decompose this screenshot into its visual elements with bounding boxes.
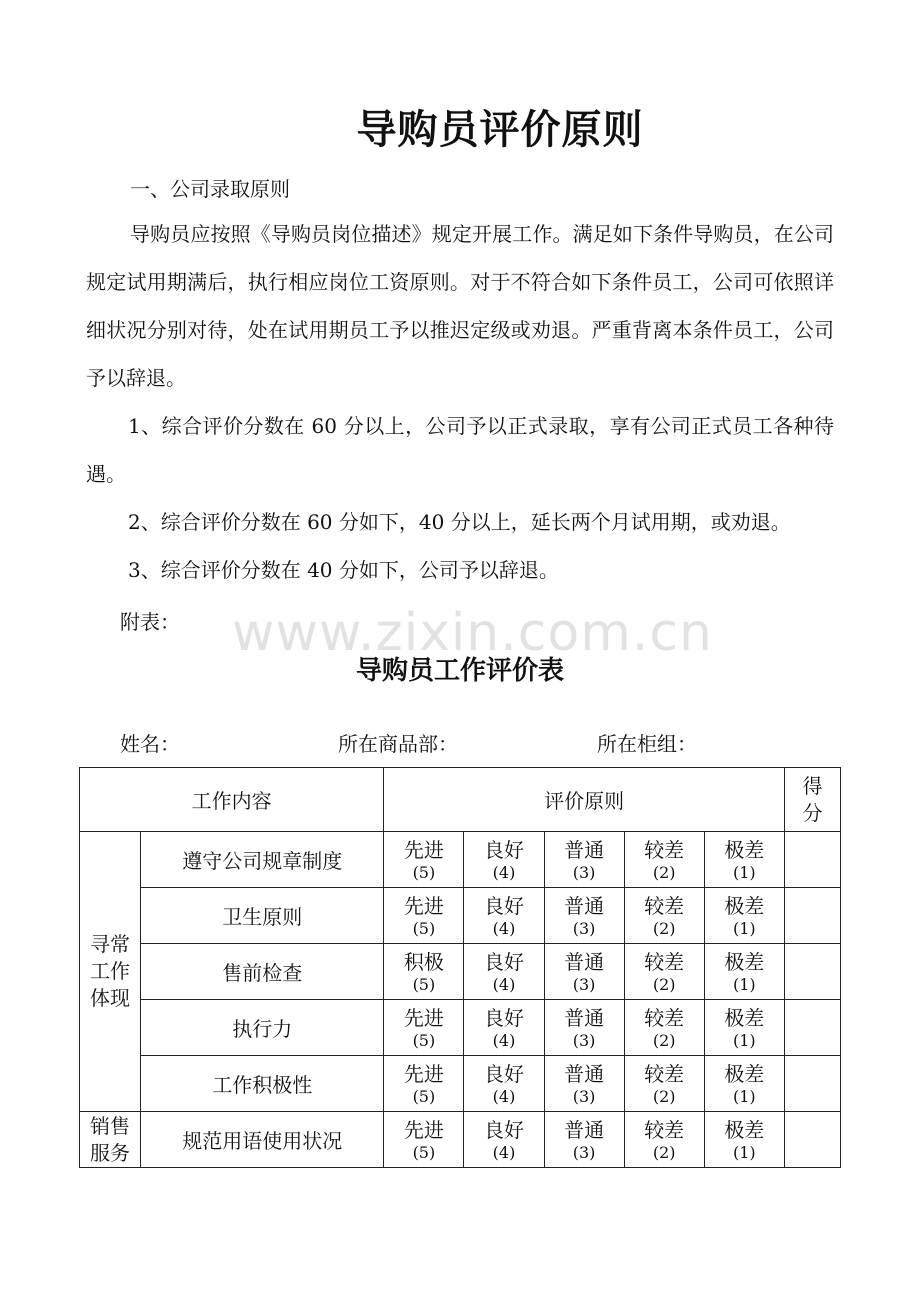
rating-cell: [704, 1000, 784, 1056]
rating-value: (4): [492, 974, 516, 994]
category-line: 寻常: [90, 932, 131, 956]
rating-label: 良好: [484, 893, 524, 918]
rating-label: 良好: [484, 1117, 524, 1142]
rating-label: 普通: [564, 1061, 605, 1086]
rating-label: 先进: [403, 837, 444, 862]
rating-cell: [464, 944, 544, 1000]
watermark: www.zixin.com.cn: [232, 603, 713, 663]
counter-label: 所在柜组：: [597, 732, 697, 756]
rating-value: (3): [572, 1030, 596, 1050]
rating-label: 良好: [484, 837, 524, 862]
rating-cell: [464, 1056, 544, 1112]
header-score-line2: 分: [802, 800, 823, 825]
rating-label: 较差: [644, 837, 685, 862]
score-cell[interactable]: [784, 944, 840, 1000]
document-title: 导购员评价原则: [356, 106, 644, 153]
rating-label: 先进: [403, 1061, 444, 1086]
rating-value: (5): [412, 862, 436, 882]
rating-cell: [464, 832, 544, 888]
rating-value: (5): [412, 918, 436, 938]
rating-value: (3): [572, 918, 596, 938]
rating-label: 先进: [403, 893, 444, 918]
rating-cell: [624, 1000, 704, 1056]
header-content: 工作内容: [80, 768, 384, 832]
criterion-1: 1、综合评价分数在 60 分以上，公司予以正式录取，享有公司正式员工各种待遇。: [86, 414, 834, 486]
category-line: 销售: [90, 1113, 131, 1138]
rating-cell: [464, 888, 544, 944]
rating-cell: [544, 832, 624, 888]
rating-label: 极差: [724, 949, 765, 974]
table-row: [80, 888, 841, 944]
rating-cell: [544, 1000, 624, 1056]
score-cell[interactable]: [784, 832, 840, 888]
rating-cell: [384, 1112, 464, 1168]
rating-value: (4): [492, 1086, 516, 1106]
category-line: 体现: [90, 986, 131, 1010]
criterion-2: 2、综合评价分数在 60 分如下，40 分以上，延长两个月试用期，或劝退。: [128, 510, 791, 534]
rating-label: 较差: [644, 1117, 685, 1142]
category-line: 工作: [90, 959, 131, 983]
rating-label: 先进: [403, 1117, 444, 1142]
rating-label: 良好: [484, 1061, 524, 1086]
table-header-row: [80, 768, 841, 832]
rating-cell: [624, 888, 704, 944]
rating-value: (3): [572, 1142, 596, 1162]
rating-value: (5): [412, 974, 436, 994]
rating-value: (4): [492, 1030, 516, 1050]
rating-value: (2): [652, 1030, 676, 1050]
rating-label: 普通: [564, 893, 605, 918]
rating-cell: [384, 944, 464, 1000]
rating-label: 较差: [644, 1061, 685, 1086]
criterion-3: 3、综合评价分数在 40 分如下，公司予以辞退。: [128, 558, 559, 582]
rating-value: (1): [732, 1142, 756, 1162]
rating-value: (2): [652, 1142, 676, 1162]
rating-cell: [704, 832, 784, 888]
rating-value: (3): [572, 862, 596, 882]
rating-label: 极差: [724, 1005, 765, 1030]
rating-label: 较差: [644, 949, 685, 974]
rating-value: (2): [652, 862, 676, 882]
category-sales-service: [80, 1112, 141, 1168]
rating-cell: [464, 1000, 544, 1056]
rating-value: (1): [732, 862, 756, 882]
rating-value: (5): [412, 1142, 436, 1162]
rating-cell: [704, 1112, 784, 1168]
rating-label: 良好: [484, 1005, 524, 1030]
rating-cell: [704, 888, 784, 944]
table-row: [80, 1112, 841, 1168]
item-name: 卫生原则: [141, 888, 384, 944]
rating-label: 极差: [724, 893, 765, 918]
rating-cell: [544, 1056, 624, 1112]
rating-cell: [544, 1112, 624, 1168]
rating-cell: [624, 944, 704, 1000]
rating-cell: [384, 1000, 464, 1056]
rating-value: (4): [492, 862, 516, 882]
rating-label: 良好: [484, 949, 524, 974]
evaluation-table: [79, 767, 841, 1168]
rating-value: (2): [652, 974, 676, 994]
attachment-label: 附表：: [120, 610, 180, 634]
name-label: 姓名：: [120, 732, 180, 756]
rating-cell: [544, 888, 624, 944]
rating-value: (1): [732, 1030, 756, 1050]
rating-value: (2): [652, 1086, 676, 1106]
rating-value: (1): [732, 974, 756, 994]
score-cell[interactable]: [784, 888, 840, 944]
header-score-line1: 得: [802, 773, 823, 798]
rating-value: (4): [492, 1142, 516, 1162]
score-cell[interactable]: [784, 1112, 840, 1168]
item-name: 工作积极性: [141, 1056, 384, 1112]
rating-value: (1): [732, 1086, 756, 1106]
rating-cell: [624, 1112, 704, 1168]
rating-label: 积极: [403, 949, 444, 974]
rating-value: (1): [732, 918, 756, 938]
rating-cell: [384, 832, 464, 888]
department-label: 所在商品部：: [338, 732, 458, 756]
rating-cell: [464, 1112, 544, 1168]
score-cell[interactable]: [784, 1056, 840, 1112]
rating-value: (4): [492, 918, 516, 938]
item-name: 规范用语使用状况: [141, 1112, 384, 1168]
rating-label: 极差: [724, 837, 765, 862]
rating-value: (2): [652, 918, 676, 938]
table-row: [80, 944, 841, 1000]
rating-label: 普通: [564, 837, 605, 862]
rating-cell: [544, 944, 624, 1000]
rating-cell: [624, 1056, 704, 1112]
rating-value: (3): [572, 974, 596, 994]
header-score: [784, 768, 840, 832]
rating-value: (5): [412, 1030, 436, 1050]
intro-paragraph: 导购员应按照《导购员岗位描述》规定开展工作。满足如下条件导购员，在公司规定试用期满后，执行相应岗位工资原则。对于不符合如下条件员工，公司可依照详细状况分别对待，处在试用期员工予以推迟定级或劝退。严重背离本条件员工，公司予以辞退。: [86, 222, 834, 390]
table-row: [80, 1000, 841, 1056]
rating-cell: [384, 888, 464, 944]
item-name: 执行力: [141, 1000, 384, 1056]
table-row: [80, 832, 841, 888]
rating-value: (5): [412, 1086, 436, 1106]
category-line: 服务: [90, 1140, 131, 1165]
rating-label: 普通: [564, 1005, 605, 1030]
rating-label: 极差: [724, 1061, 765, 1086]
rating-cell: [384, 1056, 464, 1112]
rating-label: 先进: [403, 1005, 444, 1030]
item-name: 遵守公司规章制度: [141, 832, 384, 888]
section-heading: 一、公司录取原则: [130, 177, 290, 201]
rating-label: 普通: [564, 1117, 605, 1142]
table-row: [80, 1056, 841, 1112]
rating-label: 较差: [644, 893, 685, 918]
form-title: 导购员工作评价表: [355, 656, 564, 686]
rating-label: 普通: [564, 949, 605, 974]
rating-cell: [704, 944, 784, 1000]
rating-value: (3): [572, 1086, 596, 1106]
header-criteria: 评价原则: [384, 768, 785, 832]
rating-label: 较差: [644, 1005, 685, 1030]
item-name: 售前检查: [141, 944, 384, 1000]
rating-cell: [704, 1056, 784, 1112]
rating-cell: [624, 832, 704, 888]
score-cell[interactable]: [784, 1000, 840, 1056]
category-daily-work: [80, 832, 141, 1112]
rating-label: 极差: [724, 1117, 765, 1142]
